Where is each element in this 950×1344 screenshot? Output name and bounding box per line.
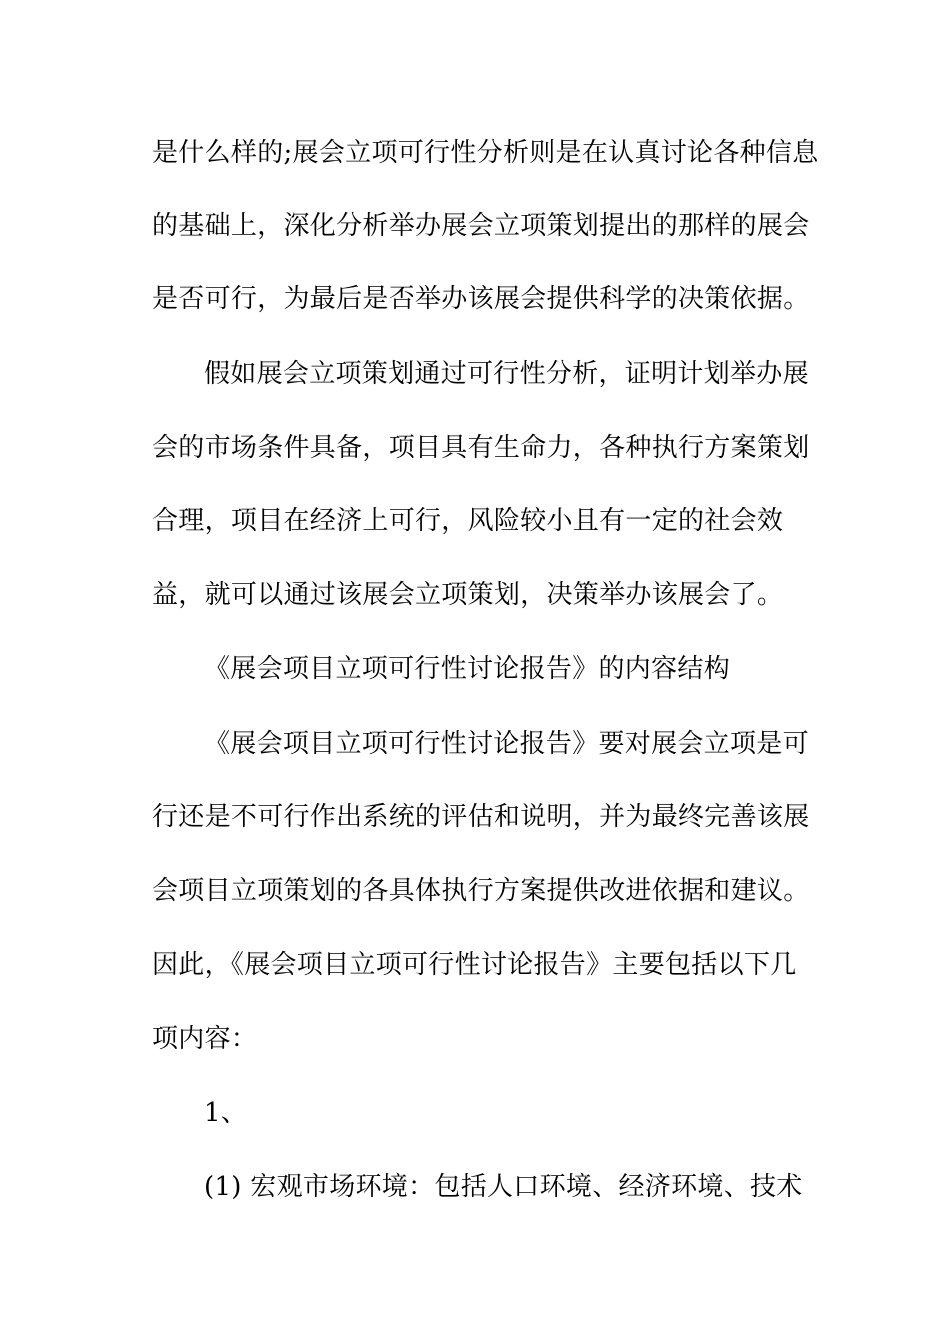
- text-line-7: 益，就可以通过该展会立项策划，决策举办该展会了。: [152, 580, 784, 610]
- text-line-6: 合理，项目在经济上可行，风险较小且有一定的社会效: [152, 506, 784, 536]
- text-line-2: 的基础上，深化分析举办展会立项策划提出的那样的展会: [152, 211, 810, 241]
- list-number: 1、: [204, 1098, 248, 1128]
- text-line-11: 会项目立项策划的各具体执行方案提供改进依据和建议。: [152, 876, 810, 906]
- text-line-5: 会的市场条件具备，项目具有生命力，各种执行方案策划: [152, 433, 810, 463]
- paragraph-start-line: 假如展会立项策划通过可行性分析，证明计划举办展: [204, 359, 809, 389]
- text-line-1: 是什么样的;展会立项可行性分析则是在认真讨论各种信息: [152, 138, 819, 168]
- text-line-10: 行还是不可行作出系统的评估和说明，并为最终完善该展: [152, 802, 810, 832]
- list-item: (1) 宏观市场环境：包括人口环境、经济环境、技术: [204, 1172, 803, 1202]
- section-heading: 《展会项目立项可行性讨论报告》的内容结构: [204, 654, 731, 684]
- paragraph-start-line: 《展会项目立项可行性讨论报告》要对展会立项是可: [204, 729, 809, 759]
- text-line-12: 因此，《展会项目立项可行性讨论报告》主要包括以下几: [152, 950, 797, 980]
- text-line-3: 是否可行，为最后是否举办该展会提供科学的决策依据。: [152, 284, 810, 314]
- text-line-13: 项内容：: [152, 1024, 258, 1054]
